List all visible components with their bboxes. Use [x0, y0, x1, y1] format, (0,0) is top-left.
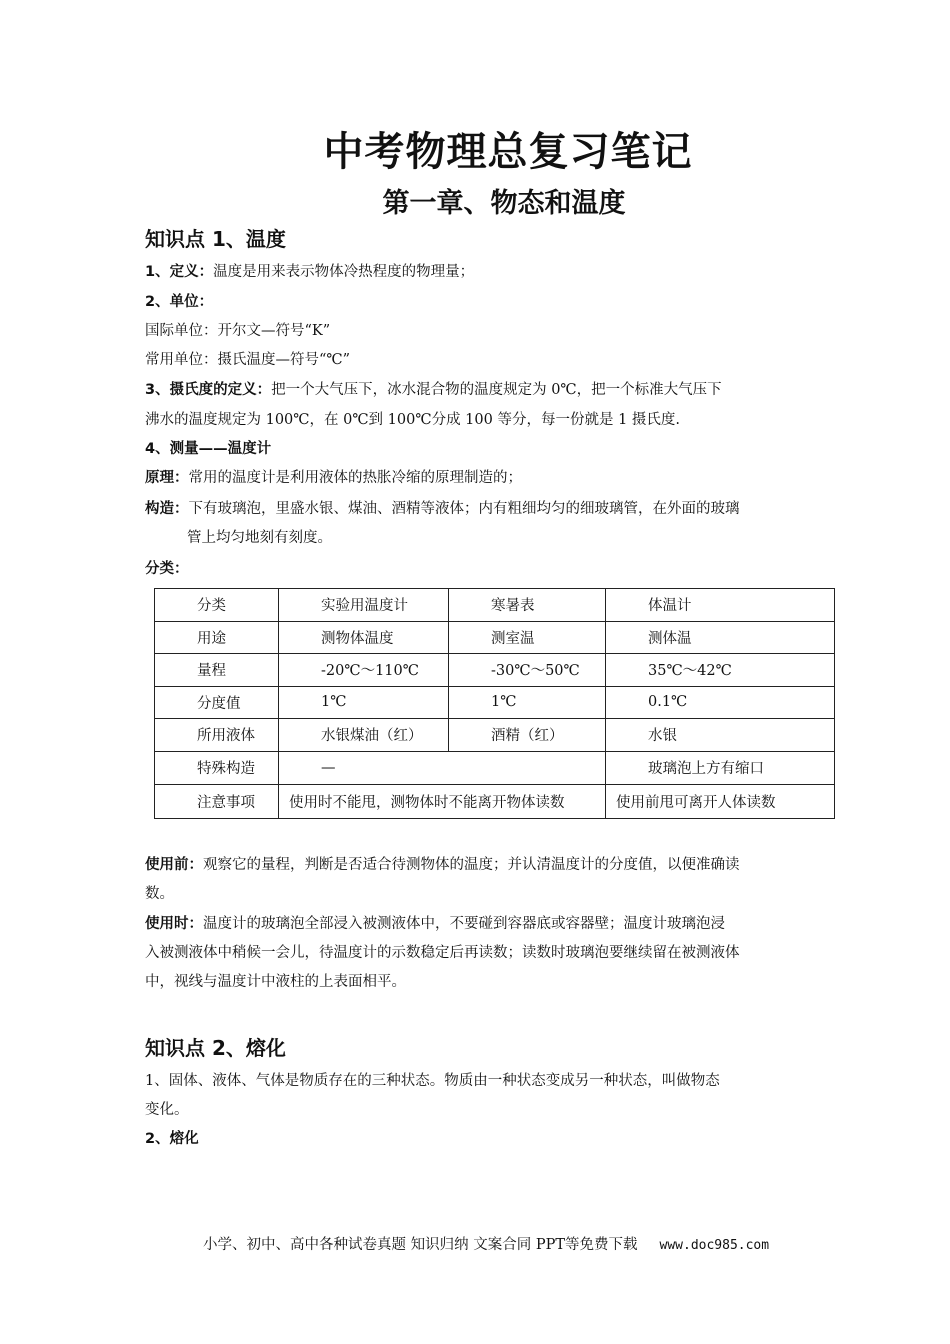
- celsius-definition-line-2: 沸水的温度规定为 100℃，在 0℃到 100℃分成 100 等分，每一份就是 1 摄氏度.: [145, 412, 681, 428]
- table-cell: 测室温: [449, 621, 606, 654]
- table-cell: 测体温: [606, 621, 835, 654]
- table-cell: 使用前甩可离开人体读数: [606, 785, 835, 819]
- table-row: [155, 621, 835, 654]
- table-cell: 酒精（红）: [449, 719, 606, 752]
- table-cell: 35℃～42℃: [606, 654, 835, 687]
- footer-url: www.doc985.com: [659, 1238, 770, 1253]
- states-line-2: 变化。: [145, 1102, 189, 1118]
- table-cell: 实验用温度计: [279, 589, 449, 622]
- structure-line: 构造：下有玻璃泡，里盛水银、煤油、酒精等液体；内有粗细均匀的细玻璃管，在外面的玻璃: [145, 501, 740, 517]
- si-unit-line: 国际单位：开尔文—符号“K”: [145, 323, 331, 339]
- table-cell: 1℃: [449, 686, 606, 719]
- during-use-line-3: 中，视线与温度计中液柱的上表面相平。: [145, 974, 406, 990]
- structure-line-2: 管上均匀地刻有刻度。: [187, 530, 332, 546]
- table-cell: 寒暑表: [449, 589, 606, 622]
- section-heading-temperature: 知识点 1、温度: [145, 227, 286, 251]
- table-row: [155, 589, 835, 622]
- melting-label: 2、熔化: [145, 1131, 199, 1147]
- classification-label: 分类：: [145, 561, 189, 577]
- table-cell: 使用时不能甩，测物体时不能离开物体读数: [279, 785, 606, 819]
- table-cell: 所用液体: [155, 719, 279, 752]
- table-cell: -20℃～110℃: [279, 654, 449, 687]
- celsius-definition-label: 3、摄氏度的定义：: [145, 382, 272, 398]
- table-cell: 分度值: [155, 686, 279, 719]
- principle-label: 原理：: [145, 470, 189, 486]
- structure-label: 构造：: [145, 501, 189, 517]
- table-row: [155, 719, 835, 752]
- during-use-line-2: 入被测液体中稍候一会儿，待温度计的示数稳定后再读数；读数时玻璃泡要继续留在被测液体: [145, 945, 740, 961]
- table-cell: 用途: [155, 621, 279, 654]
- table-cell: 量程: [155, 654, 279, 687]
- table-cell: 1℃: [279, 686, 449, 719]
- chapter-title: 第一章、物态和温度: [382, 188, 626, 219]
- common-unit-line: 常用单位：摄氏温度—符号“℃”: [145, 352, 351, 368]
- table-cell: -30℃～50℃: [449, 654, 606, 687]
- table-cell: —: [279, 751, 606, 785]
- table-row: [155, 686, 835, 719]
- table-cell: 玻璃泡上方有缩口: [606, 751, 835, 785]
- table-cell: 分类: [155, 589, 279, 622]
- page-title: 中考物理总复习笔记: [323, 129, 693, 175]
- table-row: [155, 785, 835, 819]
- definition-text: 温度是用来表示物体冷热程度的物理量；: [213, 264, 475, 280]
- table-row: [155, 654, 835, 687]
- principle-line: 原理：常用的温度计是利用液体的热胀冷缩的原理制造的；: [145, 470, 522, 486]
- table-cell: 测物体温度: [279, 621, 449, 654]
- page-footer: [203, 1233, 769, 1254]
- unit-label: 2、单位：: [145, 294, 214, 310]
- table-cell: 体温计: [606, 589, 835, 622]
- table-cell: 水银煤油（红）: [279, 719, 449, 752]
- before-use-line-2: 数。: [145, 886, 174, 902]
- states-line: 1、固体、液体、气体是物质存在的三种状态。物质由一种状态变成另一种状态，叫做物态: [145, 1073, 720, 1089]
- table-cell: 特殊构造: [155, 751, 279, 785]
- before-use-line: 使用前：观察它的量程，判断是否适合待测物体的温度；并认清温度计的分度值，以便准确读: [145, 857, 740, 873]
- table-row: [155, 751, 835, 785]
- during-use-line: 使用时：温度计的玻璃泡全部浸入被测液体中，不要碰到容器底或容器壁；温度计玻璃泡浸: [145, 916, 725, 932]
- section-heading-melting: 知识点 2、熔化: [145, 1036, 286, 1060]
- footer-text: 小学、初中、高中各种试卷真题 知识归纳 文案合同 PPT等免费下载: [203, 1237, 638, 1253]
- definition-line: [145, 263, 474, 281]
- thermometer-table: [154, 588, 835, 819]
- during-use-label: 使用时：: [145, 916, 203, 932]
- definition-label: 1、定义：: [145, 264, 214, 280]
- table-cell: 0.1℃: [606, 686, 835, 719]
- table-cell: 水银: [606, 719, 835, 752]
- measurement-heading: 4、测量——温度计: [145, 441, 272, 457]
- table-cell: 注意事项: [155, 785, 279, 819]
- before-use-label: 使用前：: [145, 857, 203, 873]
- celsius-definition-line: 3、摄氏度的定义：把一个大气压下，冰水混合物的温度规定为 0℃，把一个标准大气压下: [145, 382, 722, 398]
